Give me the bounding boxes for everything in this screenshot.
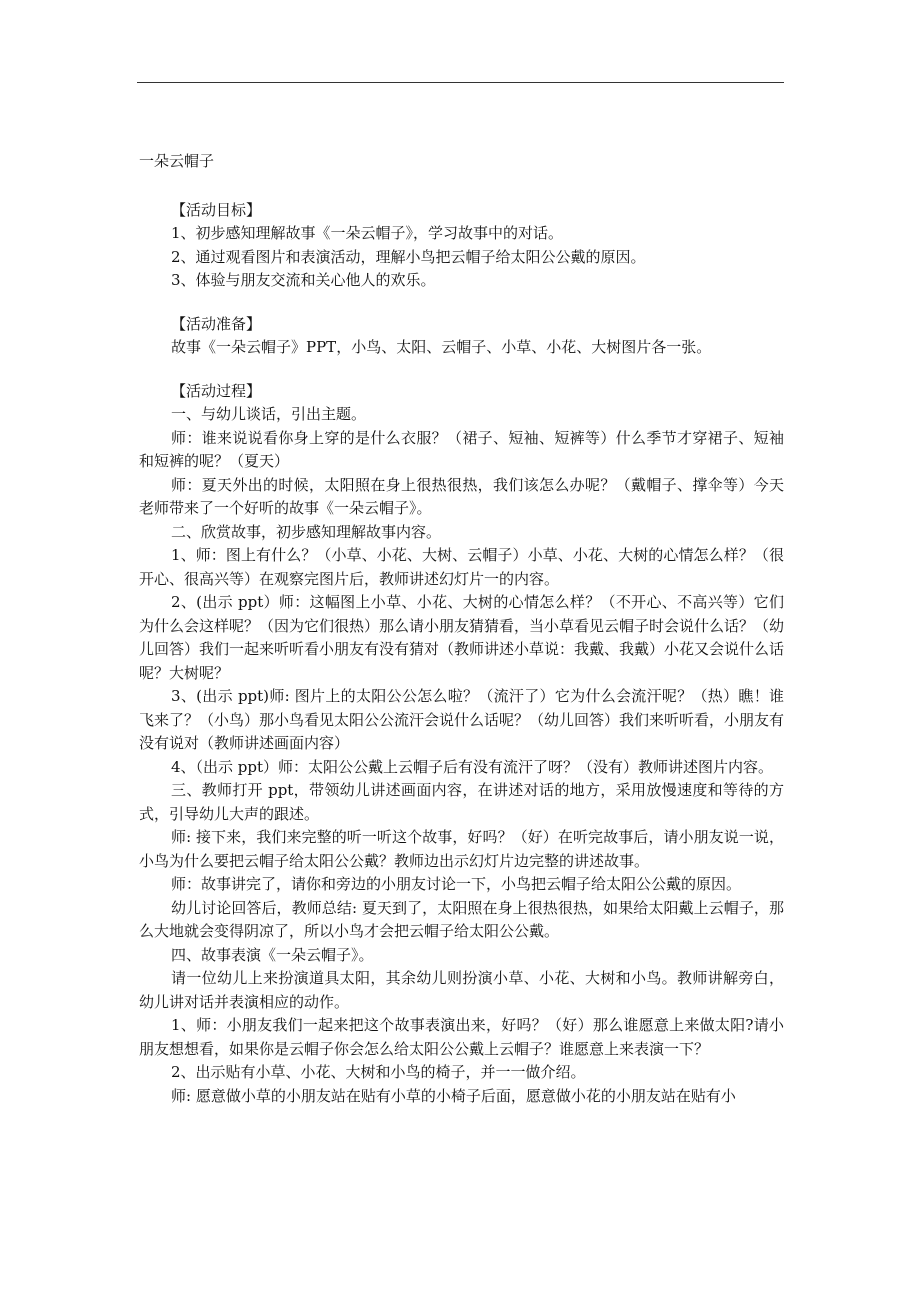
paragraph: 四、故事表演《一朵云帽子》。 <box>171 945 374 964</box>
paragraph: 师：故事讲完了，请你和旁边的小朋友讨论一下，小鸟把云帽子给太阳公公戴的原因。 <box>171 875 742 893</box>
paragraph: 1、初步感知理解故事《一朵云帽子》，学习故事中的对话。 <box>171 224 564 242</box>
section-heading-preparation: 【活动准备】 <box>171 314 262 333</box>
paragraph: 2、出示贴有小草、小花、大树和小鸟的椅子，并一一做介绍。 <box>171 1063 586 1081</box>
paragraph: 师：谁来说说看你身上穿的是什么衣服？（裙子、短袖、短裤等）什么季节才穿裙子、短袖和短裤的呢？（夏天） <box>139 428 784 470</box>
paragraph: 3、(出示 ppt)师: 图片上的太阳公公怎么啦？（流汗了）它为什么会流汗呢？（热）瞧！谁飞来了？（小鸟）那小鸟看见太阳公公流汗会说什么话呢？（幼儿回答）我们来听听看，小朋友有没有说对（教师讲述画面内容） <box>139 687 785 752</box>
paragraph: 请一位幼儿上来扮演道具太阳，其余幼儿则扮演小草、小花、大树和小鸟。教师讲解旁白，幼儿讲对话并表演相应的动作。 <box>139 969 784 1011</box>
paragraph: 二、欣赏故事，初步感知理解故事内容。 <box>171 522 442 541</box>
paragraph: 幼儿讨论回答后，教师总结: 夏天到了，太阳照在身上很热很热，如果给太阳戴上云帽子，那么大地就会变得阴凉了，所以小鸟才会把云帽子给太阳公公戴。 <box>139 898 784 940</box>
paragraph: 一、与幼儿谈话，引出主题。 <box>171 405 367 423</box>
paragraph: 1、师：小朋友我们一起来把这个故事表演出来，好吗？（好）那么谁愿意上来做太阳?请小朋友想想看，如果你是云帽子你会怎么给太阳公公戴上云帽子？谁愿意上来表演一下？ <box>139 1016 784 1058</box>
paragraph: 4、（出示 ppt）师：太阳公公戴上云帽子后有没有流汗了呀？（没有）教师讲述图片内容。 <box>171 757 774 776</box>
document-body <box>139 150 784 1108</box>
paragraph: 师: 接下来，我们来完整的听一听这个故事，好吗？（好）在听完故事后，请小朋友说一说，小鸟为什么要把云帽子给太阳公公戴？教师边出示幻灯片边完整的讲述故事。 <box>139 828 784 870</box>
paragraph: 2、通过观看图片和表演活动，理解小鸟把云帽子给太阳公公戴的原因。 <box>171 247 646 266</box>
paragraph: 1、师：图上有什么？（小草、小花、大树、云帽子）小草、小花、大树的心情怎么样？（很开心、很高兴等）在观察完图片后，教师讲述幻灯片一的内容。 <box>139 546 784 588</box>
paragraph: 师: 愿意做小草的小朋友站在贴有小草的小椅子后面，愿意做小花的小朋友站在贴有小 <box>171 1086 736 1105</box>
header-rule <box>137 82 784 83</box>
section-heading-goals: 【活动目标】 <box>171 200 262 219</box>
paragraph: 三、教师打开 ppt，带领幼儿讲述画面内容，在讲述对话的地方，采用放慢速度和等待的方式，引导幼儿大声的跟述。 <box>139 781 784 823</box>
document-title: 一朵云帽子 <box>139 152 215 170</box>
section-heading-process: 【活动过程】 <box>171 381 262 400</box>
paragraph: 2、(出示 ppt）师：这幅图上小草、小花、大树的心情怎么样？（不开心、不高兴等）它们为什么会这样呢？（因为它们很热）那么请小朋友猜猜看，当小草看见云帽子时会说什么话？（幼儿回答）我们一起来听听看小朋友有没有猜对（教师讲述小草说：我戴、我戴）小花又会说什么话呢？大树呢？ <box>139 593 785 682</box>
paragraph: 3、体验与朋友交流和关心他人的欢乐。 <box>171 271 436 289</box>
paragraph: 故事《一朵云帽子》PPT，小鸟、太阳、云帽子、小草、小花、大树图片各一张。 <box>171 338 712 356</box>
paragraph: 师：夏天外出的时候，太阳照在身上很热很热，我们该怎么办呢？（戴帽子、撑伞等）今天老师带来了一个好听的故事《一朵云帽子》。 <box>139 475 784 517</box>
